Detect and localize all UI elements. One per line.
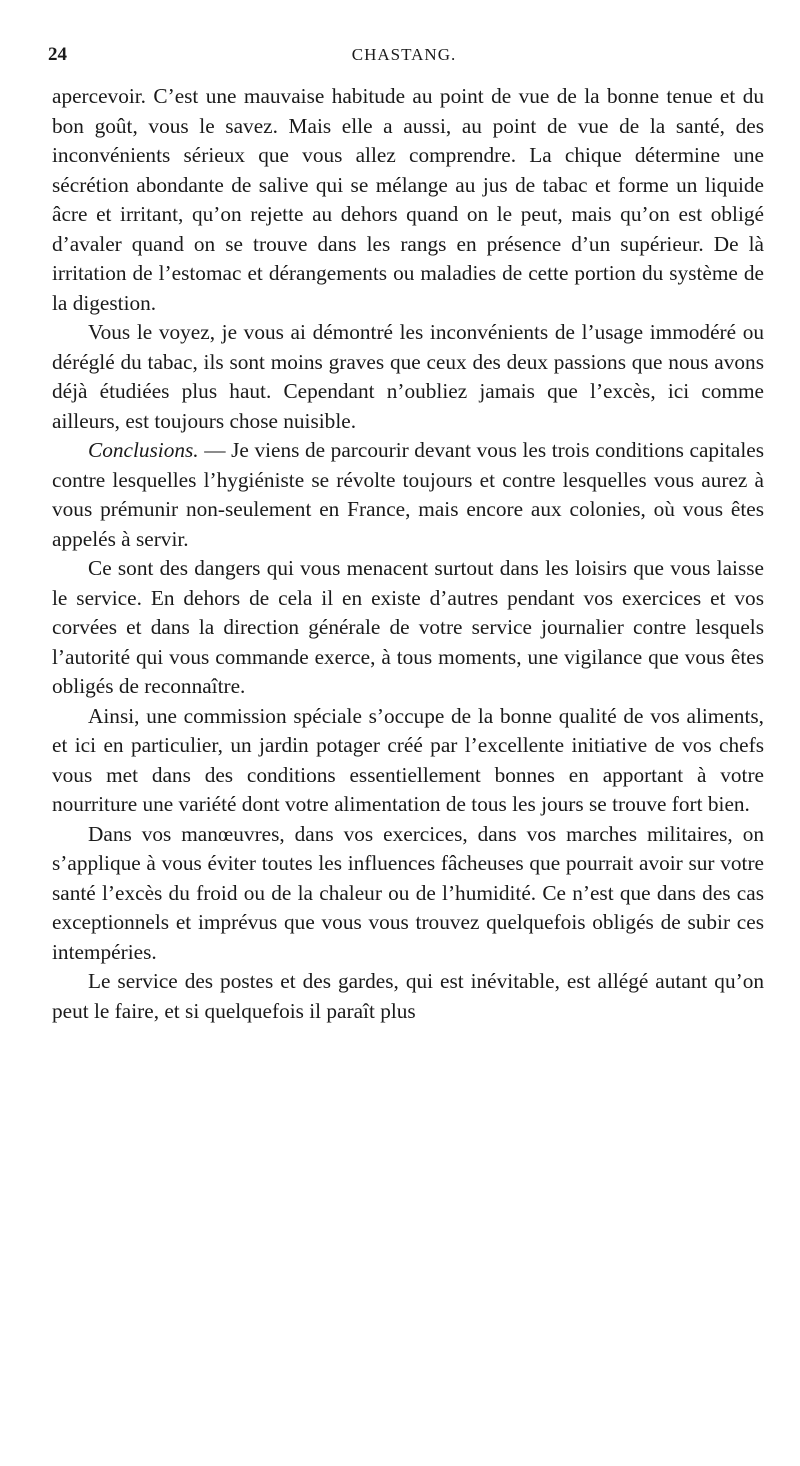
page-header <box>48 44 760 74</box>
section-lead: Conclusions. <box>88 438 199 462</box>
paragraph-continued <box>52 82 764 318</box>
paragraph-conclusions <box>52 436 764 554</box>
paragraph <box>52 318 764 436</box>
paragraph-text: Vous le voyez, je vous ai démontré les inconvénients de l’usage immodéré ou déréglé du tabac, ils sont moins graves que ceux des deux passions que nous avons déjà étudiées plus haut. Cependant n’oubliez jamais que l’excès, ici comme ailleurs, est toujours chose nuisible. <box>52 320 764 433</box>
paragraph-text: Dans vos manœuvres, dans vos exercices, dans vos marches militaires, on s’applique à vous éviter toutes les influences fâcheuses que pourrait avoir sur votre santé l’excès du froid ou de la chaleur ou de l’humidité. Ce n’est que dans des cas exceptionnels et imprévus que vous vous trouvez quelquefois obligés de subir ces intempéries. <box>52 821 764 964</box>
paragraph-text: Ainsi, une commission spéciale s’occupe de la bonne qualité de vos aliments, et ici en particulier, un jardin potager créé par l’excellente initiative de vos chefs vous met dans des conditions essentiellement bonnes en apportant à votre nourriture une variété dont votre alimentation de tous les jours se trouve fort bien. <box>52 703 764 816</box>
paragraph <box>52 820 764 968</box>
paragraph-text: Ce sont des dangers qui vous menacent surtout dans les loisirs que vous laisse le service. En dehors de cela il en existe d’autres pendant vos exercices et vos corvées et dans la direction générale de votre service journalier contre lesquels l’autorité qui vous commande exerce, à tous moments, une vigilance que vous êtes obligés de reconnaître. <box>52 556 764 698</box>
paragraph <box>52 967 764 1026</box>
paragraph <box>52 554 764 702</box>
paragraph-text: — Je viens de parcourir devant vous les trois conditions capitales contre lesquelles l’hygiéniste se révolte toujours et contre lesquelles vous aurez à vous prémunir non-seulement en France, mais encore aux colonies, où vous êtes appelés à servir. <box>52 438 764 551</box>
running-head: CHASTANG. <box>351 45 457 64</box>
paragraph-text: apercevoir. C’est une mauvaise habitude au point de vue de la bonne tenue et du bon goût, vous le savez. Mais elle a aussi, au point de vue de la santé, des inconvénients sérieux que vous allez comprendre. La chique détermine une sécrétion abondante de salive qui se mélange au jus de tabac et forme un liquide âcre et irritant, qu’on rejette au dehors quand on le peut, mais qu’on est obligé d’avaler quand on se trouve dans les rangs en présence d’un supérieur. De là irritation de l’estomac et dérangements ou maladies de cette portion du système de la digestion. <box>52 84 764 315</box>
paragraph <box>52 702 764 820</box>
paragraph-text: Le service des postes et des gardes, qui est inévitable, est allégé autant qu’on peut le faire, et si quelquefois il paraît plus <box>52 969 764 1023</box>
page-body <box>52 82 764 1026</box>
page-number: 24 <box>48 44 67 65</box>
